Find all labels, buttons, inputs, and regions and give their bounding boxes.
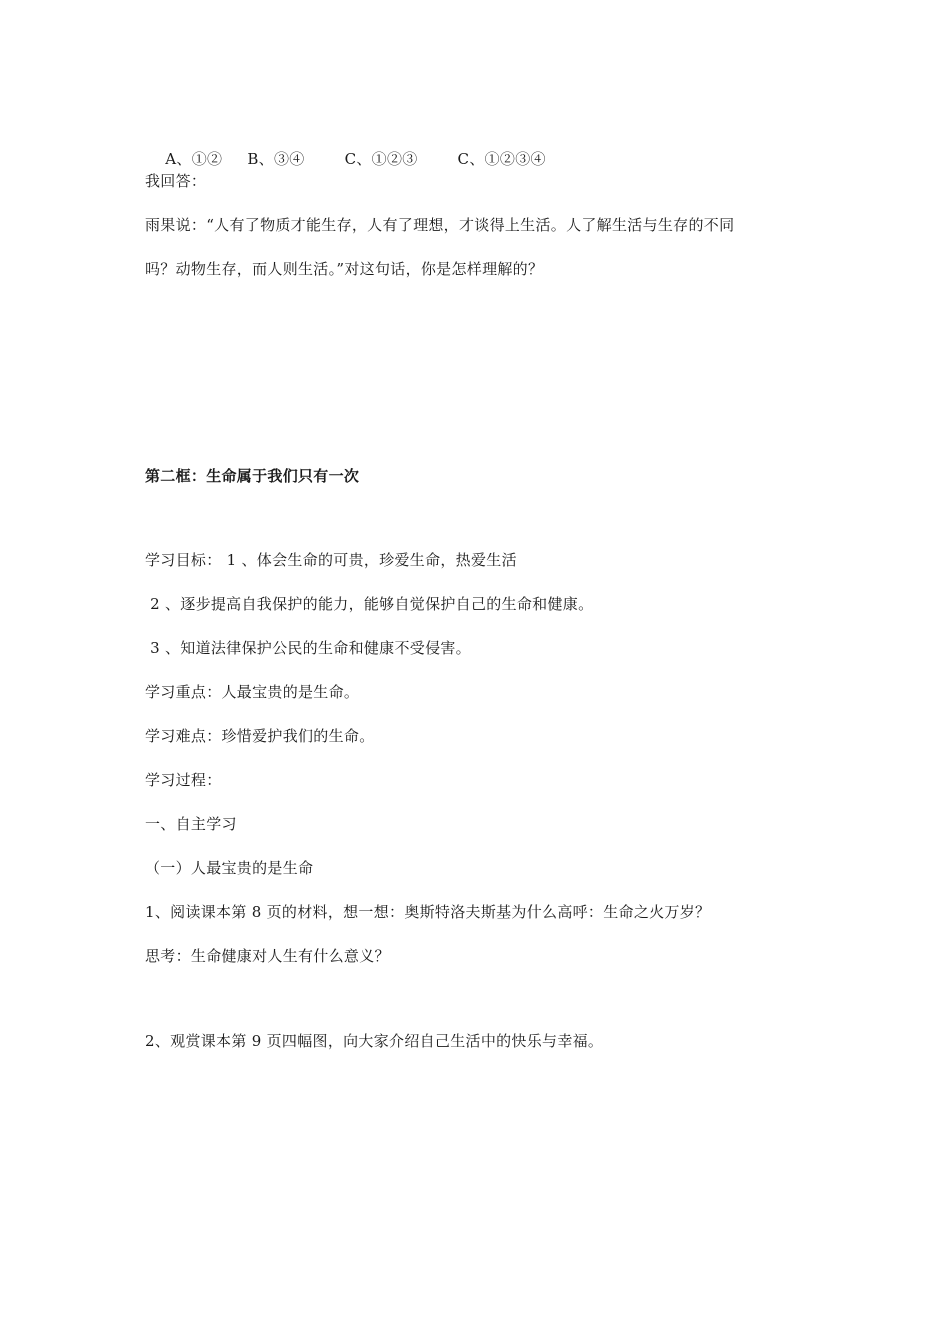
- option-b: B、③④: [247, 150, 305, 168]
- subsection-heading: （一）人最宝贵的是生命: [145, 859, 314, 877]
- learning-goal-1: 学习目标： 1 、体会生命的可贵，珍爱生命，热爱生活: [145, 551, 517, 569]
- think-question: 思考：生命健康对人生有什么意义？: [145, 947, 390, 965]
- answer-prompt: 我回答：: [145, 172, 207, 190]
- part-one-heading: 一、自主学习: [145, 815, 237, 833]
- learning-goal-3: 3 、知道法律保护公民的生命和健康不受侵害。: [145, 639, 471, 657]
- process-heading: 学习过程：: [145, 771, 222, 789]
- option-c-all: C、①②③④: [457, 150, 546, 168]
- item-1: 1、阅读课本第 8 页的材料，想一想：奥斯特洛夫斯基为什么高呼：生命之火万岁？: [145, 903, 711, 921]
- key-point: 学习重点：人最宝贵的是生命。: [145, 683, 360, 701]
- section-title: 第二框：生命属于我们只有一次: [145, 467, 360, 485]
- quote-line-1: 雨果说：“人有了物质才能生存，人有了理想，才谈得上生活。人了解生活与生存的不同: [145, 216, 735, 234]
- quote-line-2: 吗？动物生存，而人则生活。”对这句话，你是怎样理解的？: [145, 260, 544, 278]
- item-2: 2、观赏课本第 9 页四幅图，向大家介绍自己生活中的快乐与幸福。: [145, 1032, 604, 1050]
- learning-goal-2: 2 、逐步提高自我保护的能力，能够自觉保护自己的生命和健康。: [145, 595, 594, 613]
- difficulty: 学习难点：珍惜爱护我们的生命。: [145, 727, 375, 745]
- option-a: A、①②: [165, 150, 223, 168]
- option-c: C、①②③: [344, 150, 418, 168]
